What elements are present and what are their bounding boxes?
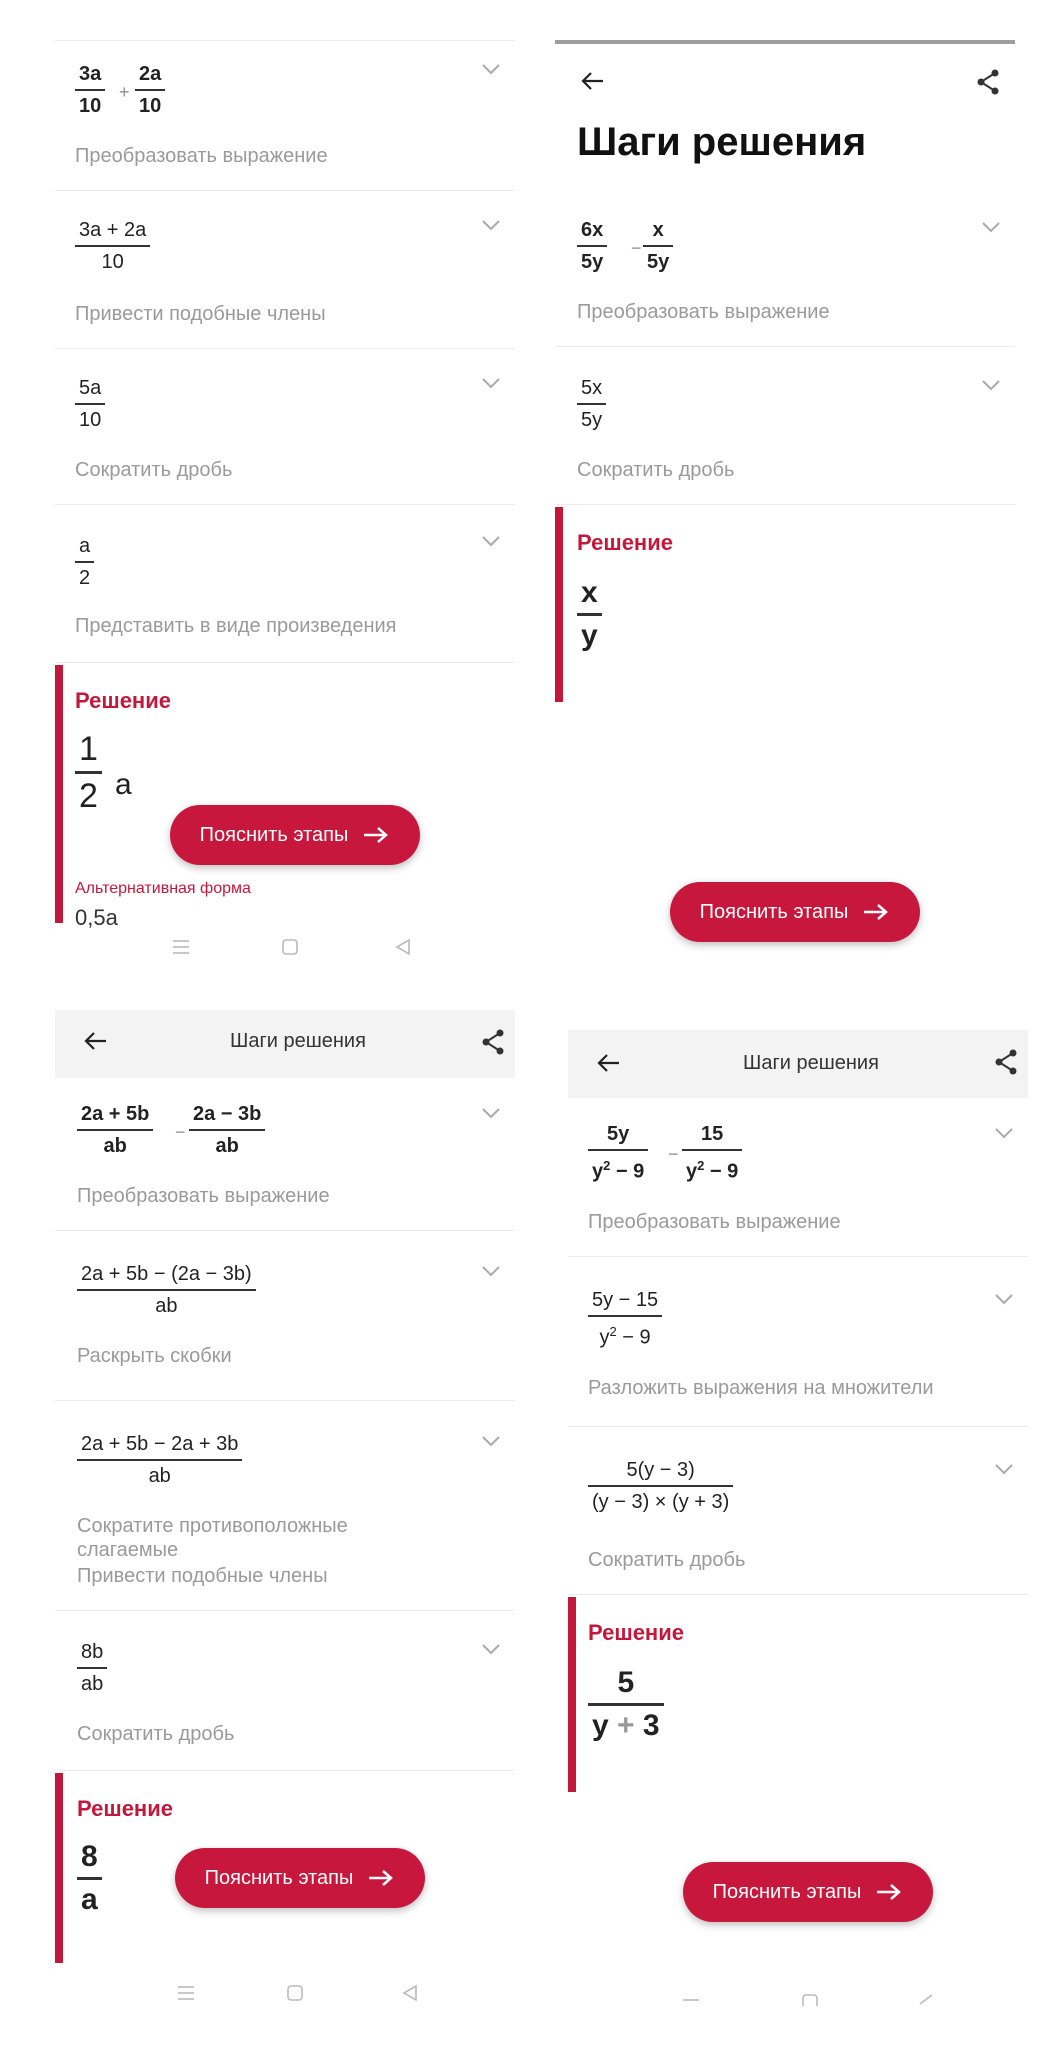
home-icon[interactable]	[285, 1984, 305, 2002]
solution-accent-bar	[555, 507, 563, 702]
divider	[55, 1400, 515, 1401]
menu-icon[interactable]	[170, 938, 192, 956]
back-nav-icon[interactable]	[916, 1992, 936, 2006]
chevron-down-icon[interactable]	[480, 62, 502, 76]
explain-steps-label: Пояснить этапы	[204, 1866, 354, 1889]
step-label: Сократите противоположные слагаемые	[77, 1515, 348, 1561]
divider	[55, 1770, 515, 1771]
fraction: 8b ab	[77, 1640, 107, 1696]
fraction: 15 $y^2 - 9$	[682, 1122, 742, 1184]
step-label: Представить в виде произведения	[75, 615, 397, 637]
menu-icon[interactable]	[680, 1994, 702, 2006]
solution-fraction: x y	[577, 576, 602, 653]
explain-steps-label: Пояснить этапы	[699, 900, 849, 923]
panel-3	[55, 1010, 515, 2020]
fraction: 3a + 2a 10	[75, 218, 150, 274]
fraction: x 5y	[643, 218, 673, 274]
fraction: 5x 5y	[577, 376, 606, 432]
solution-fraction: 5 y + 3	[588, 1666, 664, 1743]
divider	[55, 348, 515, 349]
chevron-down-icon[interactable]	[993, 1292, 1015, 1306]
page-title: Шаги решения	[577, 120, 867, 164]
fraction: 5y − 15 $y^2 - 9$	[588, 1288, 662, 1350]
solution-title: Решение	[577, 530, 673, 555]
step-label: Сократить дробь	[75, 459, 233, 481]
step-label: Сократить дробь	[588, 1549, 746, 1571]
arrow-right-icon	[875, 1882, 903, 1902]
fraction: a 2	[75, 534, 94, 590]
divider	[555, 346, 1015, 347]
arrow-right-icon	[367, 1868, 395, 1888]
step-label: Раскрыть скобки	[77, 1345, 232, 1367]
chevron-down-icon[interactable]	[480, 1106, 502, 1120]
divider	[568, 1594, 1028, 1595]
step-label: Сократить дробь	[577, 459, 735, 481]
fraction: 2a − 3b ab	[189, 1102, 265, 1158]
fraction: 5y $y^2 - 9$	[588, 1122, 648, 1184]
divider	[555, 504, 1015, 505]
share-icon[interactable]	[993, 1048, 1019, 1076]
divider	[55, 1230, 515, 1231]
operator: −	[631, 238, 642, 258]
chevron-down-icon[interactable]	[480, 376, 502, 390]
step-label-secondary: Привести подобные члены	[77, 1565, 328, 1587]
divider	[55, 662, 515, 663]
explain-steps-label: Пояснить этапы	[712, 1880, 862, 1903]
page-title: Шаги решения	[743, 1052, 879, 1074]
explain-steps-button[interactable]	[175, 1848, 425, 1908]
solution-title: Решение	[77, 1796, 173, 1821]
solution-fraction: 8 a	[77, 1840, 102, 1917]
step-label: Преобразовать выражение	[75, 145, 328, 167]
fraction: 5a 10	[75, 376, 105, 432]
solution-fraction: 1 2	[75, 730, 102, 815]
page-title: Шаги решения	[230, 1030, 366, 1052]
step-label: Преобразовать выражение	[577, 301, 830, 323]
top-edge	[555, 40, 1015, 44]
menu-icon[interactable]	[175, 1984, 197, 2002]
solution-variable: a	[115, 768, 132, 801]
fraction: 3a 10	[75, 62, 105, 118]
divider	[568, 1426, 1028, 1427]
home-icon[interactable]	[800, 1992, 820, 2006]
step-label: Привести подобные члены	[75, 303, 326, 325]
chevron-down-icon[interactable]	[993, 1462, 1015, 1476]
step-label: Разложить выражения на множители	[588, 1377, 934, 1399]
solution-accent-bar	[568, 1597, 576, 1792]
panel-2	[555, 40, 1015, 970]
divider	[55, 190, 515, 191]
arrow-right-icon	[862, 902, 890, 922]
alternative-form-label: Альтернативная форма	[75, 880, 251, 897]
back-arrow-icon[interactable]	[83, 1030, 109, 1052]
solution-title: Решение	[588, 1620, 684, 1645]
step-label: Преобразовать выражение	[588, 1211, 841, 1233]
back-nav-icon[interactable]	[400, 1984, 420, 2002]
alternative-form-value: 0,5a	[75, 905, 118, 930]
fraction: 6x 5y	[577, 218, 607, 274]
panel-4	[568, 1030, 1028, 2020]
panel-1	[55, 40, 515, 970]
operator: +	[119, 82, 130, 102]
back-nav-icon[interactable]	[393, 938, 413, 956]
explain-steps-label: Пояснить этапы	[199, 823, 349, 846]
solution-accent-bar	[55, 665, 63, 923]
operator: −	[668, 1144, 679, 1164]
back-arrow-icon[interactable]	[596, 1052, 622, 1074]
arrow-right-icon	[362, 825, 390, 845]
divider	[55, 504, 515, 505]
chevron-down-icon[interactable]	[993, 1126, 1015, 1140]
divider	[568, 1256, 1028, 1257]
chevron-down-icon[interactable]	[480, 218, 502, 232]
chevron-down-icon[interactable]	[980, 220, 1002, 234]
step-label: Преобразовать выражение	[77, 1185, 330, 1207]
fraction: 5(y − 3) (y − 3) × (y + 3)	[588, 1458, 733, 1514]
explain-steps-button[interactable]	[683, 1862, 933, 1922]
explain-steps-button[interactable]	[170, 805, 420, 865]
chevron-down-icon[interactable]	[480, 1264, 502, 1278]
divider	[55, 1610, 515, 1611]
divider	[55, 40, 515, 41]
chevron-down-icon[interactable]	[480, 534, 502, 548]
home-icon[interactable]	[280, 938, 300, 956]
chevron-down-icon[interactable]	[480, 1642, 502, 1656]
solution-title: Решение	[75, 688, 171, 713]
explain-steps-button[interactable]	[670, 882, 920, 942]
step-label: Сократить дробь	[77, 1723, 235, 1745]
operator: −	[175, 1122, 186, 1142]
fraction: 2a 10	[135, 62, 165, 118]
share-icon[interactable]	[480, 1028, 506, 1056]
solution-accent-bar	[55, 1773, 63, 1963]
fraction: 2a + 5b ab	[77, 1102, 153, 1158]
chevron-down-icon[interactable]	[980, 378, 1002, 392]
fraction: 2a + 5b − (2a − 3b) ab	[77, 1262, 256, 1318]
share-icon[interactable]	[975, 68, 1001, 96]
back-arrow-icon[interactable]	[580, 70, 606, 92]
chevron-down-icon[interactable]	[480, 1434, 502, 1448]
fraction: 2a + 5b − 2a + 3b ab	[77, 1432, 242, 1488]
